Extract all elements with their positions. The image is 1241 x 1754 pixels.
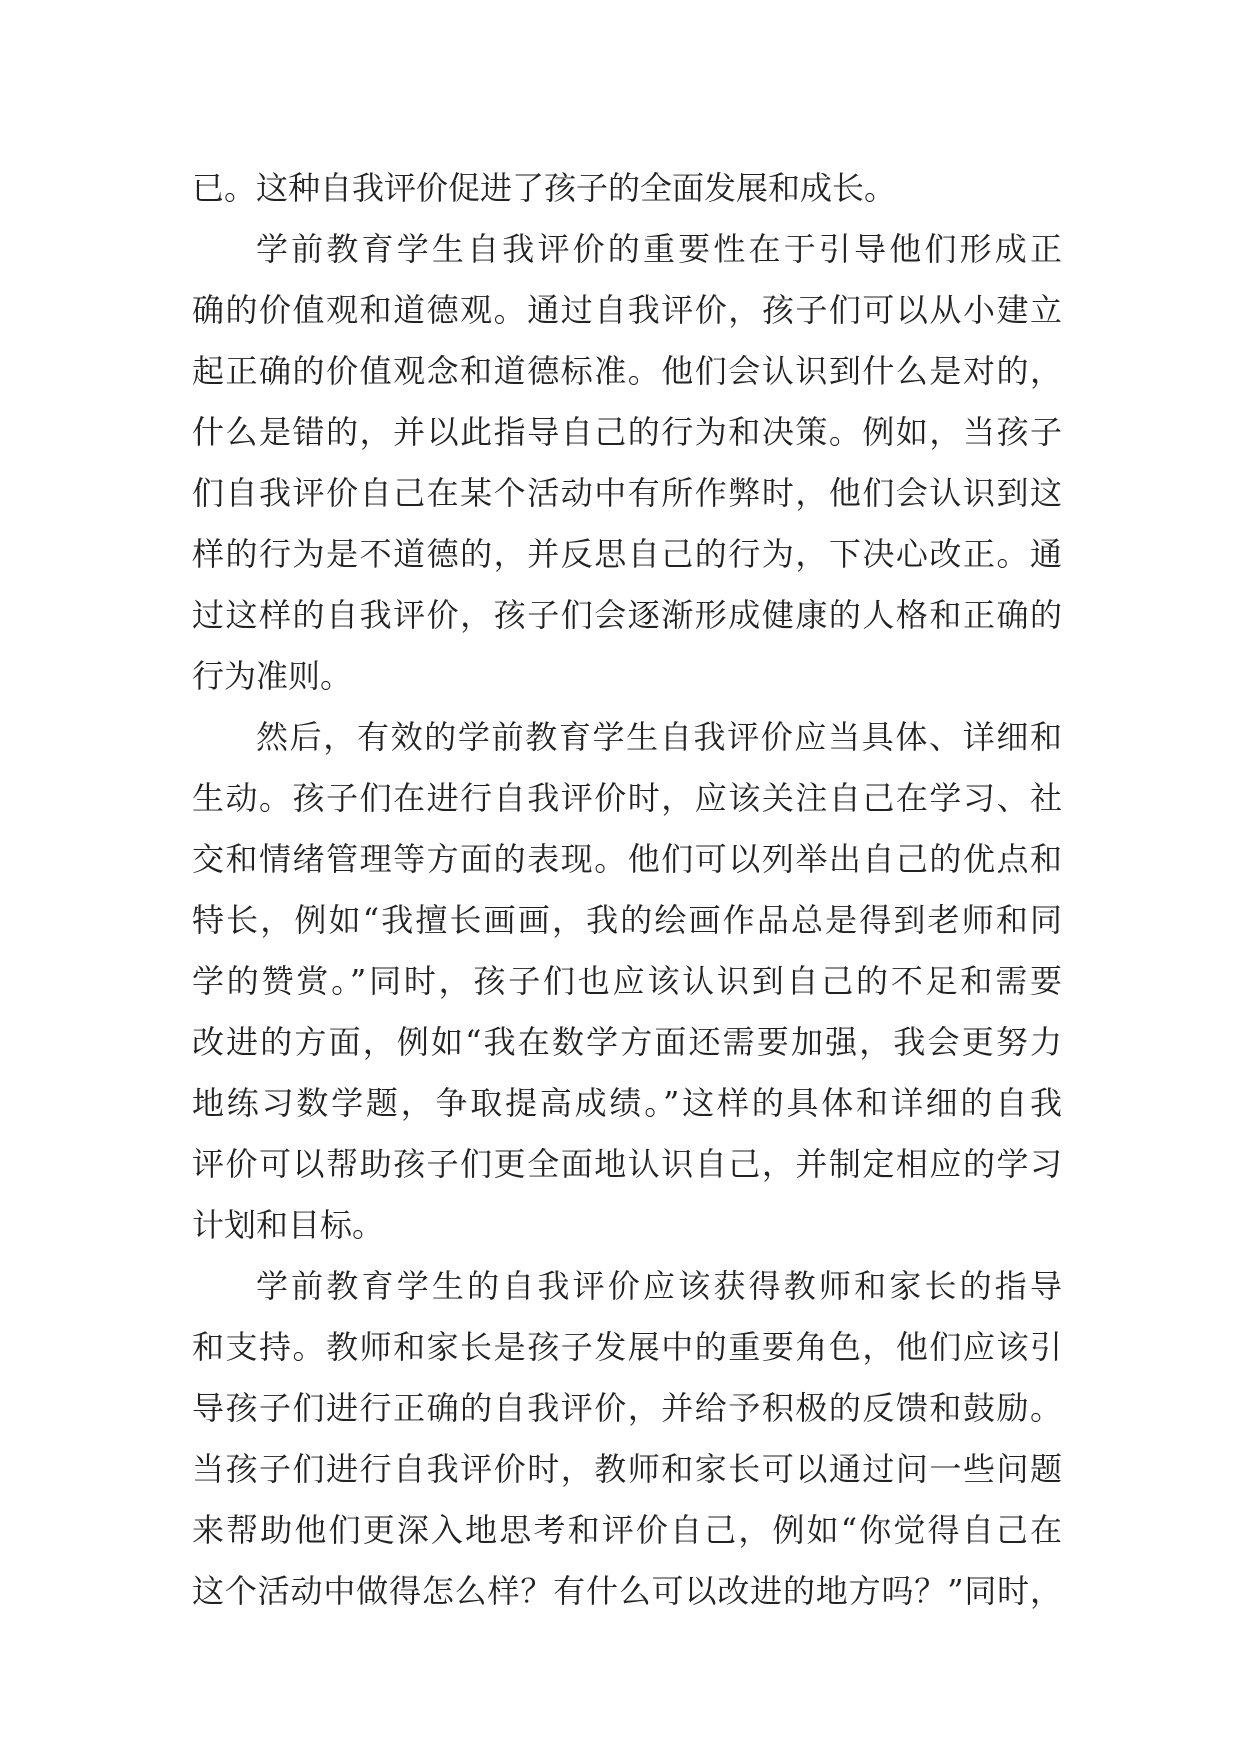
- text-line: 学的赞赏。”同时，孩子们也应该认识到自己的不足和需要: [192, 962, 1062, 1000]
- text-line: 交和情绪管理等方面的表现。他们可以列举出自己的优点和: [192, 840, 1062, 878]
- text-line: 行为准则。: [192, 657, 353, 695]
- text-line: 什么是错的，并以此指导自己的行为和决策。例如，当孩子: [192, 413, 1062, 451]
- text-line: 当孩子们进行自我评价时，教师和家长可以通过问一些问题: [192, 1450, 1062, 1488]
- text-line: 过这样的自我评价，孩子们会逐渐形成健康的人格和正确的: [192, 596, 1062, 634]
- text-line: 已。这种自我评价促进了孩子的全面发展和成长。: [192, 169, 897, 207]
- text-line: 确的价值观和道德观。通过自我评价，孩子们可以从小建立: [192, 291, 1062, 329]
- paragraph-first-line: 然后，有效的学前教育学生自我评价应当具体、详细和: [256, 718, 1062, 756]
- text-line: 这个活动中做得怎么样？有什么可以改进的地方吗？”同时，: [192, 1572, 1062, 1610]
- text-line: 地练习数学题，争取提高成绩。”这样的具体和详细的自我: [192, 1084, 1062, 1122]
- text-line: 生动。孩子们在进行自我评价时，应该关注自己在学习、社: [192, 779, 1062, 817]
- text-line: 特长，例如“我擅长画画，我的绘画作品总是得到老师和同: [192, 901, 1062, 939]
- text-line: 来帮助他们更深入地思考和评价自己，例如“你觉得自己在: [192, 1511, 1062, 1549]
- paragraph-first-line: 学前教育学生自我评价的重要性在于引导他们形成正: [256, 230, 1062, 268]
- text-line: 和支持。教师和家长是孩子发展中的重要角色，他们应该引: [192, 1328, 1062, 1366]
- text-line: 样的行为是不道德的，并反思自己的行为，下决心改正。通: [192, 535, 1062, 573]
- text-line: 计划和目标。: [192, 1206, 385, 1244]
- text-line: 们自我评价自己在某个活动中有所作弊时，他们会认识到这: [192, 474, 1062, 512]
- body-text: [192, 158, 1062, 1622]
- paragraph-first-line: 学前教育学生的自我评价应该获得教师和家长的指导: [256, 1267, 1062, 1305]
- text-line: 导孩子们进行正确的自我评价，并给予积极的反馈和鼓励。: [192, 1389, 1062, 1427]
- text-line: 评价可以帮助孩子们更全面地认识自己，并制定相应的学习: [192, 1145, 1062, 1183]
- text-line: 改进的方面，例如“我在数学方面还需要加强，我会更努力: [192, 1023, 1062, 1061]
- text-line: 起正确的价值观念和道德标准。他们会认识到什么是对的，: [192, 352, 1062, 390]
